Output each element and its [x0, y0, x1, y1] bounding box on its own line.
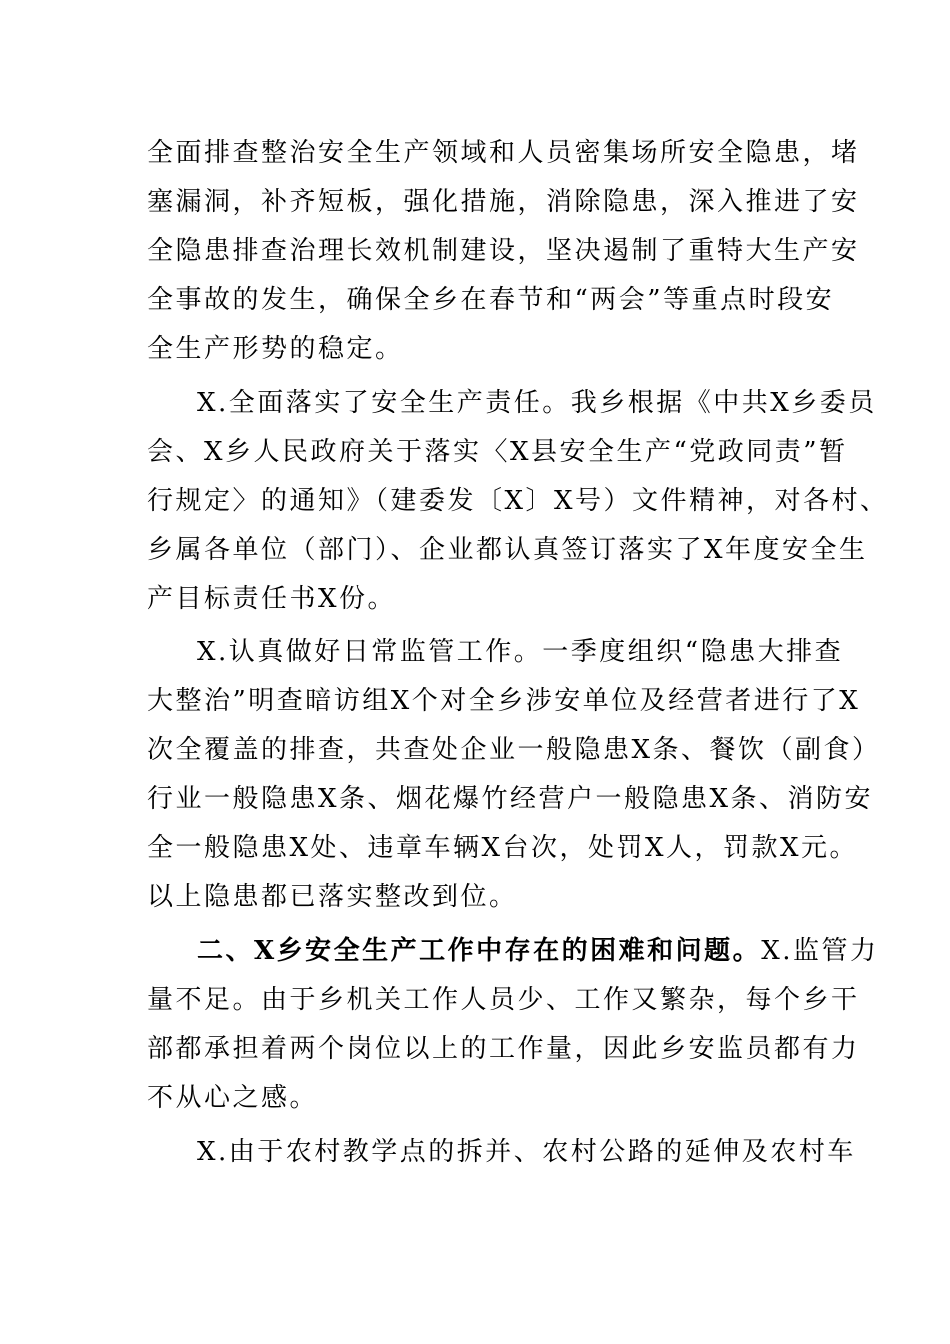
paragraph-4-line-2: 量不足。由于乡机关工作人员少、工作又繁杂，每个乡干 [147, 985, 860, 1015]
section-first-line-rest: X.监管力 [761, 936, 879, 966]
paragraph-2-line-4: 乡属各单位（部门）、企业都认真签订落实了X年度安全生 [147, 535, 868, 565]
paragraph-4-line-1 [197, 931, 879, 971]
paragraph-2-line-1: X.全面落实了安全生产责任。我乡根据《中共X乡委员 [197, 388, 877, 418]
paragraph-3-line-4: 行业一般隐患X条、烟花爆竹经营户一般隐患X条、消防安 [147, 784, 874, 814]
paragraph-1-line-3: 全隐患排查治理长效机制建设，坚决遏制了重特大生产安 [147, 236, 860, 266]
section-heading: 二、X乡安全生产工作中存在的困难和问题。 [197, 936, 762, 966]
paragraph-4-line-3: 部都承担着两个岗位以上的工作量，因此乡安监员都有力 [147, 1034, 860, 1064]
paragraph-4-line-4: 不从心之感。 [147, 1083, 319, 1113]
paragraph-2-line-3: 行规定〉的通知》（建委发〔X〕X号）文件精神，对各村、 [147, 486, 889, 516]
paragraph-1-line-2: 塞漏洞，补齐短板，强化措施，消除隐患，深入推进了安 [147, 187, 860, 217]
paragraph-1-line-4: 全事故的发生，确保全乡在春节和“两会”等重点时段安 [147, 285, 835, 315]
paragraph-3-line-6: 以上隐患都已落实整改到位。 [147, 882, 518, 912]
paragraph-2-line-5: 产目标责任书X份。 [147, 584, 397, 614]
paragraph-3-line-3: 次全覆盖的排查，共查处企业一般隐患X条、餐饮（副食） [147, 735, 881, 765]
paragraph-1-line-5: 全生产形势的稳定。 [147, 334, 404, 364]
paragraph-3-line-5: 全一般隐患X处、违章车辆X台次，处罚X人，罚款X元。 [147, 833, 859, 863]
paragraph-1-line-1: 全面排查整治安全生产领域和人员密集场所安全隐患，堵 [147, 138, 860, 168]
paragraph-2-line-2: 会、X乡人民政府关于落实〈X县安全生产“党政同责”暂 [147, 437, 848, 467]
paragraph-3-line-1: X.认真做好日常监管工作。一季度组织“隐患大排查 [197, 637, 844, 667]
paragraph-3-line-2: 大整治”明查暗访组X个对全乡涉安单位及经营者进行了X [147, 686, 861, 716]
paragraph-5-line-1: X.由于农村教学点的拆并、农村公路的延伸及农村车 [197, 1137, 856, 1167]
